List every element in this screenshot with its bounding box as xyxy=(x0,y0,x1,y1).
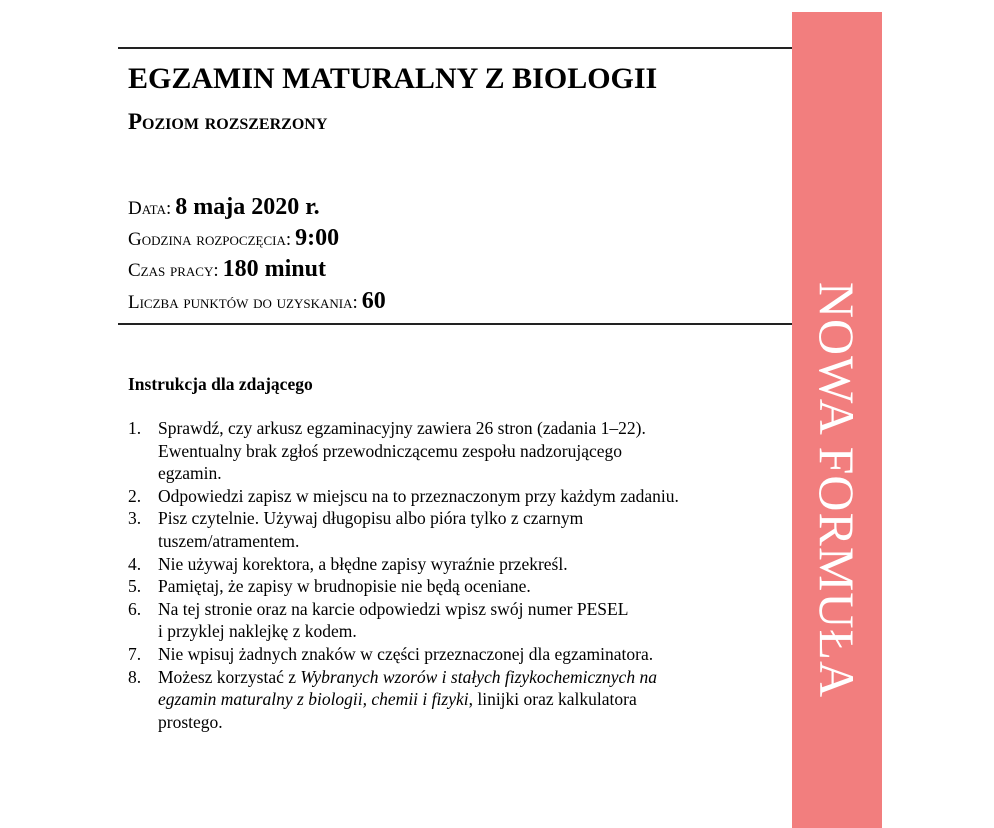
exam-points xyxy=(128,286,386,319)
date-value: 8 maja 2020 r. xyxy=(175,194,320,220)
list-item xyxy=(128,575,778,598)
points-value: 60 xyxy=(361,288,386,314)
top-rule xyxy=(118,47,792,49)
duration-value: 180 minut xyxy=(222,256,326,282)
item-text: Nie używaj korektora, a błędne zapisy wyraźnie przekreśl. xyxy=(158,553,568,574)
item-number: 3. xyxy=(128,508,142,529)
instructions-heading: Instrukcja dla zdającego xyxy=(128,374,313,394)
item-number: 8. xyxy=(128,666,142,687)
exam-title: EGZAMIN MATURALNY Z BIOLOGII xyxy=(128,62,658,95)
item-text-italic: egzamin maturalny z biologii, chemii i fizyki xyxy=(158,689,469,710)
start-time-label: Godzina rozpoczęcia: xyxy=(128,229,292,250)
item-text: , linijki oraz kalkulatora xyxy=(468,689,637,710)
item-text: Możesz korzystać z xyxy=(158,666,301,687)
item-number: 7. xyxy=(128,643,142,664)
side-label: NOWA FORMUŁA xyxy=(809,281,865,699)
list-item xyxy=(128,417,778,485)
list-item xyxy=(128,507,778,552)
item-number: 6. xyxy=(128,598,142,619)
item-text: i przyklej naklejkę z kodem. xyxy=(158,621,357,642)
exam-date xyxy=(128,192,320,225)
list-item xyxy=(128,598,778,643)
item-number: 4. xyxy=(128,553,142,574)
item-text: Pamiętaj, że zapisy w brudnopisie nie będą oceniane. xyxy=(158,576,531,597)
item-text: Ewentualny brak zgłoś przewodniczącemu zespołu nadzorującego xyxy=(158,440,623,461)
item-text: egzamin. xyxy=(158,463,222,484)
duration-label: Czas pracy: xyxy=(128,260,219,281)
item-text: Odpowiedzi zapisz w miejscu na to przeznaczonym przy każdym zadaniu. xyxy=(158,485,679,506)
item-text: tuszem/atramentem. xyxy=(158,530,300,551)
item-text: Na tej stronie oraz na karcie odpowiedzi wpisz swój numer PESEL xyxy=(158,598,629,619)
list-item xyxy=(128,666,778,734)
list-item xyxy=(128,553,778,576)
list-item xyxy=(128,643,778,666)
middle-rule xyxy=(118,323,792,325)
list-item xyxy=(128,485,778,508)
item-text: Nie wpisuj żadnych znaków w części przeznaczonej dla egzaminatora. xyxy=(158,643,654,664)
item-number: 1. xyxy=(128,418,142,438)
item-text-italic: Wybranych wzorów i stałych fizykochemicznych na xyxy=(300,666,657,687)
item-text: prostego. xyxy=(158,711,223,732)
date-label: Data: xyxy=(128,198,172,219)
points-label: Liczba punktów do uzyskania: xyxy=(128,292,358,313)
start-time-value: 9:00 xyxy=(295,225,340,251)
item-number: 2. xyxy=(128,485,142,506)
instructions-list xyxy=(128,417,778,733)
item-text: Pisz czytelnie. Używaj długopisu albo pióra tylko z czarnym xyxy=(158,508,584,529)
item-text: Sprawdź, czy arkusz egzaminacyjny zawiera 26 stron (zadania 1–22). xyxy=(158,418,646,438)
exam-duration xyxy=(128,254,326,287)
item-number: 5. xyxy=(128,576,142,597)
exam-level: Poziom rozszerzony xyxy=(128,109,328,134)
exam-start-time xyxy=(128,223,339,256)
